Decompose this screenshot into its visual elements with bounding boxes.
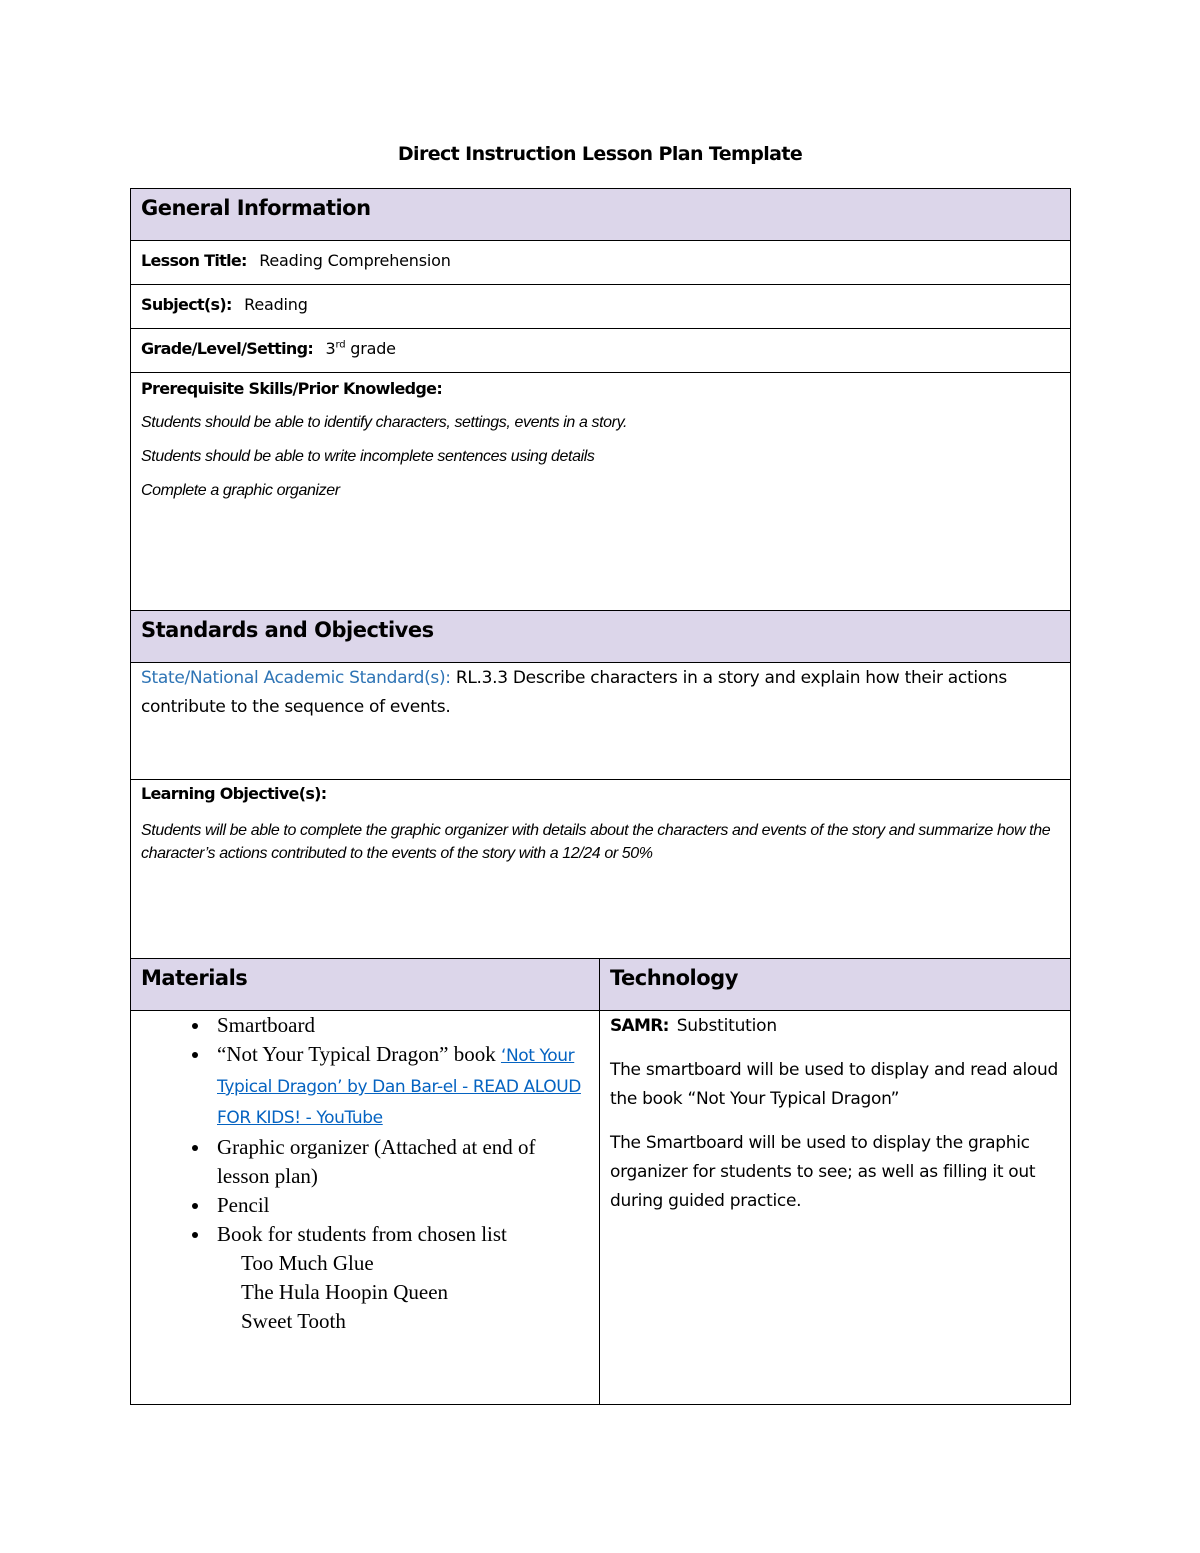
learning-objective-row <box>131 780 1071 959</box>
materials-cell <box>131 1011 600 1405</box>
grade-word: grade <box>350 339 396 358</box>
materials-header <box>131 959 600 1011</box>
academic-standard-label: State/National Academic Standard(s): <box>141 668 451 688</box>
grade-row <box>131 329 1071 373</box>
book-item-text: “Not Your Typical Dragon” book <box>217 1042 496 1066</box>
lesson-title-label: Lesson Title: <box>141 251 247 270</box>
materials-list <box>141 1011 589 1336</box>
list-item <box>211 1220 589 1336</box>
section-title: Technology <box>610 966 738 990</box>
learning-objective-label: Learning Objective(s): <box>141 784 327 803</box>
grade-suffix: rd <box>335 339 346 351</box>
general-information-header <box>131 189 1071 241</box>
technology-paragraph: The smartboard will be used to display and read aloud the book “Not Your Typical Dragon” <box>610 1060 1058 1109</box>
list-item: • Graphic organizer (Attached at end of lesson plan) <box>211 1133 589 1191</box>
book-list-item: Sweet Tooth <box>241 1309 346 1333</box>
standards-objectives-header <box>131 611 1071 663</box>
technology-paragraph: The Smartboard will be used to display the graphic organizer for students to see; as well as filling it out during guided practice. <box>610 1133 1036 1211</box>
book-list-item: The Hula Hoopin Queen <box>241 1280 449 1304</box>
book-list <box>217 1249 589 1336</box>
technology-header <box>600 959 1071 1011</box>
lesson-plan-table <box>130 188 1071 1405</box>
section-title: Standards and Objectives <box>141 618 434 642</box>
grade-number: 3 <box>325 339 336 358</box>
academic-standard-text <box>141 663 1060 722</box>
samr-label: SAMR: <box>610 1016 669 1036</box>
list-item <box>211 1040 589 1133</box>
subject-label: Subject(s): <box>141 295 232 314</box>
academic-standard-value: RL.3.3 Describe characters in a story and explain how their actions contribute to the sequence of events. <box>141 668 1007 717</box>
academic-standard-row <box>131 663 1071 780</box>
list-item: • Pencil <box>211 1191 589 1220</box>
book-list-item: Too Much Glue <box>241 1251 374 1275</box>
prerequisite-row <box>131 373 1071 611</box>
document-title: Direct Instruction Lesson Plan Template <box>397 143 803 165</box>
student-books-label: Book for students from chosen list <box>217 1222 507 1246</box>
samr-value: Substitution <box>676 1016 777 1036</box>
section-title: General Information <box>141 196 371 220</box>
prerequisite-line: Students should be able to identify characters, settings, events in a story. <box>141 414 628 431</box>
lesson-title-row <box>131 241 1071 285</box>
list-item: • Smartboard <box>211 1011 589 1040</box>
grade-value <box>325 339 395 358</box>
learning-objective-text: Students will be able to complete the graphic organizer with details about the characters and events of the story and summarize how the character’s actions contributed to the events of the story with a 12/24 or 50% <box>141 822 1051 862</box>
prerequisite-line: Complete a graphic organizer <box>141 482 340 499</box>
grade-label: Grade/Level/Setting: <box>141 339 314 358</box>
section-title: Materials <box>141 966 248 990</box>
subject-row <box>131 285 1071 329</box>
prerequisite-line: Students should be able to write incomplete sentences using details <box>141 448 595 465</box>
lesson-title-value: Reading Comprehension <box>259 251 451 270</box>
technology-cell <box>600 1011 1071 1405</box>
subject-value: Reading <box>244 295 308 314</box>
youtube-link[interactable]: ‘Not Your Typical Dragon’ by Dan Bar-el - READ ALOUD FOR KIDS! - YouTube <box>217 1046 581 1128</box>
prerequisite-label: Prerequisite Skills/Prior Knowledge: <box>141 379 443 398</box>
